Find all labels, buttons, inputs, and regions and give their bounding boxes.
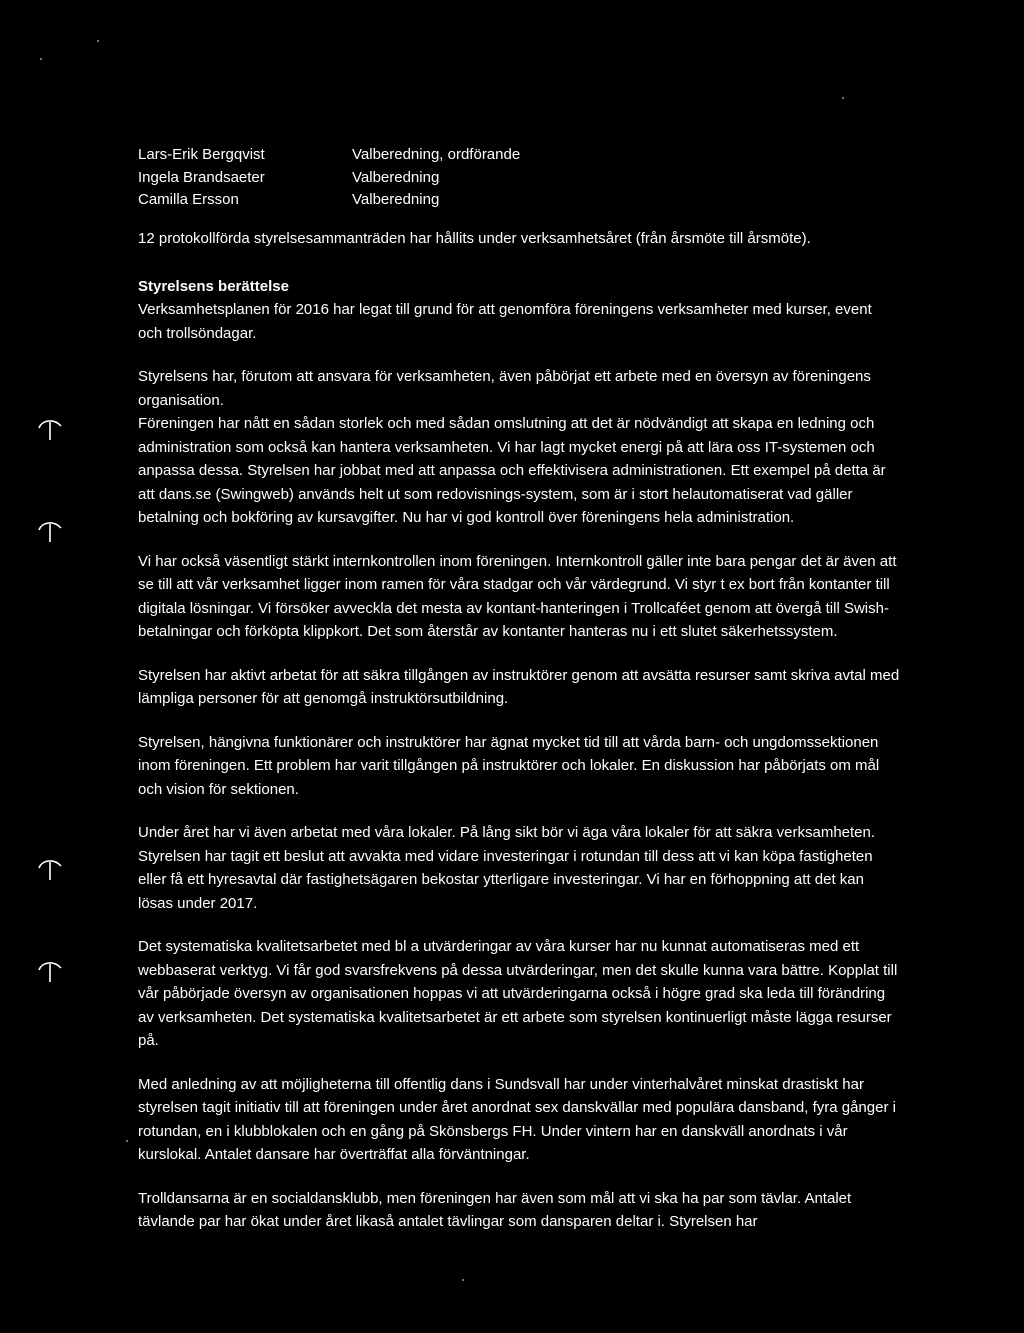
paragraph: Verksamhetsplanen för 2016 har legat till grund för att genomföra föreningens verksamheter med kurser, event och trollsöndagar. bbox=[138, 301, 872, 342]
scan-speck bbox=[97, 40, 99, 42]
member-role: Valberedning bbox=[352, 191, 440, 208]
paragraph: Styrelsen, hängivna funktionärer och instruktörer har ägnat mycket tid till att vårda barn- och ungdomssektionen inom föreningen. Ett problem har varit tillgången på instruktörer och lokaler. En diskussion har påbörjats om mål och vision för sektionen. bbox=[138, 733, 880, 798]
paragraph: Det systematiska kvalitetsarbetet med bl a utvärderingar av våra kurser har nu kunnat automatiseras med ett webbaserat verktyg. Vi får god svarsfrekvens på dessa utvärderingar, men det skulle kunna vara bättre. Kopplat till vår påbörjade översyn av organisationen hoppas vi att utvärderingarna också i högre grad ska leda till förändring av verksamheten. Det systematiska kvalitetsarbetet är ett arbete som styrelsen kontinuerligt måste lägga resurser på. bbox=[138, 938, 898, 1049]
paragraph: Föreningen har nått en sådan storlek och med sådan omslutning att det är nödvändigt att skapa en ledning och administration som också kan hantera verksamheten. Vi har lagt mycket energi på att lära oss IT-systemen och anpassa dessa. Styrelsen har jobbat med att anpassa och effektivisera administrationen. Ett exempel på detta är att dans.se (Swingweb) används helt ut som redovisnings-system, som är i stort helautomatiserat vad gäller betalning och bokföring av kursavgifter. Nu har vi god kontroll över föreningens hela administration. bbox=[138, 415, 886, 526]
section-heading: Styrelsens berättelse bbox=[138, 277, 289, 295]
margin-mark-icon bbox=[36, 958, 64, 982]
member-name: Ingela Brandsaeter bbox=[138, 168, 265, 186]
meetings-paragraph: 12 protokollförda styrelsesammanträden har hållits under verksamhetsåret (från årsmöte till årsmöte). bbox=[138, 230, 811, 247]
paragraph: Med anledning av att möjligheterna till offentlig dans i Sundsvall har under vinterhalvåret minskat drastiskt har styrelsen tagit initiativ till att föreningen under året anordnat sex danskvällar med populära dansband, fyra gånger i rotundan, en i klubblokalen och en gång på Skönsbergs FH. Under vintern har en danskväll anordnats i vår kurslokal. Antalet dansare har överträffat alla förväntningar. bbox=[138, 1075, 896, 1163]
member-row bbox=[138, 167, 898, 190]
margin-mark-icon bbox=[36, 518, 64, 542]
scan-speck bbox=[842, 97, 844, 99]
paragraph: Styrelsens har, förutom att ansvara för verksamheten, även påbörjat ett arbete med en översyn av föreningens organisation. bbox=[138, 368, 871, 409]
scan-speck bbox=[462, 1279, 464, 1281]
scan-speck bbox=[126, 1140, 128, 1142]
member-row bbox=[138, 144, 898, 167]
member-name: Camilla Ersson bbox=[138, 191, 239, 208]
margin-mark-icon bbox=[36, 856, 64, 880]
member-role: Valberedning bbox=[352, 168, 440, 186]
paragraph: Under året har vi även arbetat med våra lokaler. På lång sikt bör vi äga våra lokaler för att säkra verksamheten. Styrelsen har tagit ett beslut att avvakta med vidare investeringar i rotundan till dess att vi kan köpa fastigheten eller få ett hyresavtal där fastighetsägaren bekostar ytterligare investeringar. Vi har en förhoppning att det kan lösas under 2017. bbox=[138, 824, 876, 912]
document-body bbox=[138, 227, 900, 1234]
member-row bbox=[138, 189, 898, 212]
valberedning-list bbox=[138, 144, 898, 212]
margin-mark-icon bbox=[36, 416, 64, 440]
member-name: Lars-Erik Bergqvist bbox=[138, 146, 265, 163]
paragraph: Styrelsen har aktivt arbetat för att säkra tillgången av instruktörer genom att avsätta resurser samt skriva avtal med lämpliga personer för att genomgå instruktörsutbildning. bbox=[138, 666, 900, 707]
paragraph: Trolldansarna är en socialdansklubb, men föreningen har även som mål att vi ska ha par som tävlar. Antalet tävlande par har ökat under året likaså antalet tävlingar som dansparen deltar i. Styrelsen har bbox=[138, 1189, 852, 1230]
member-role: Valberedning, ordförande bbox=[352, 146, 521, 163]
paragraph: Vi har också väsentligt stärkt internkontrollen inom föreningen. Internkontroll gäller inte bara pengar det är även att se till att vår verksamhet ligger inom ramen för våra stadgar och vår värdegrund. Vi styr t ex bort från kontanter till digitala lösningar. Vi försöker avveckla det mesta av kontant-hanteringen i Trollcaféet genom att övergå till Swish-betalningar och förköpta klippkort. Det som återstår av kontanter hanteras nu i ett slutet säkerhetssystem. bbox=[138, 552, 897, 640]
scan-speck bbox=[40, 58, 42, 60]
